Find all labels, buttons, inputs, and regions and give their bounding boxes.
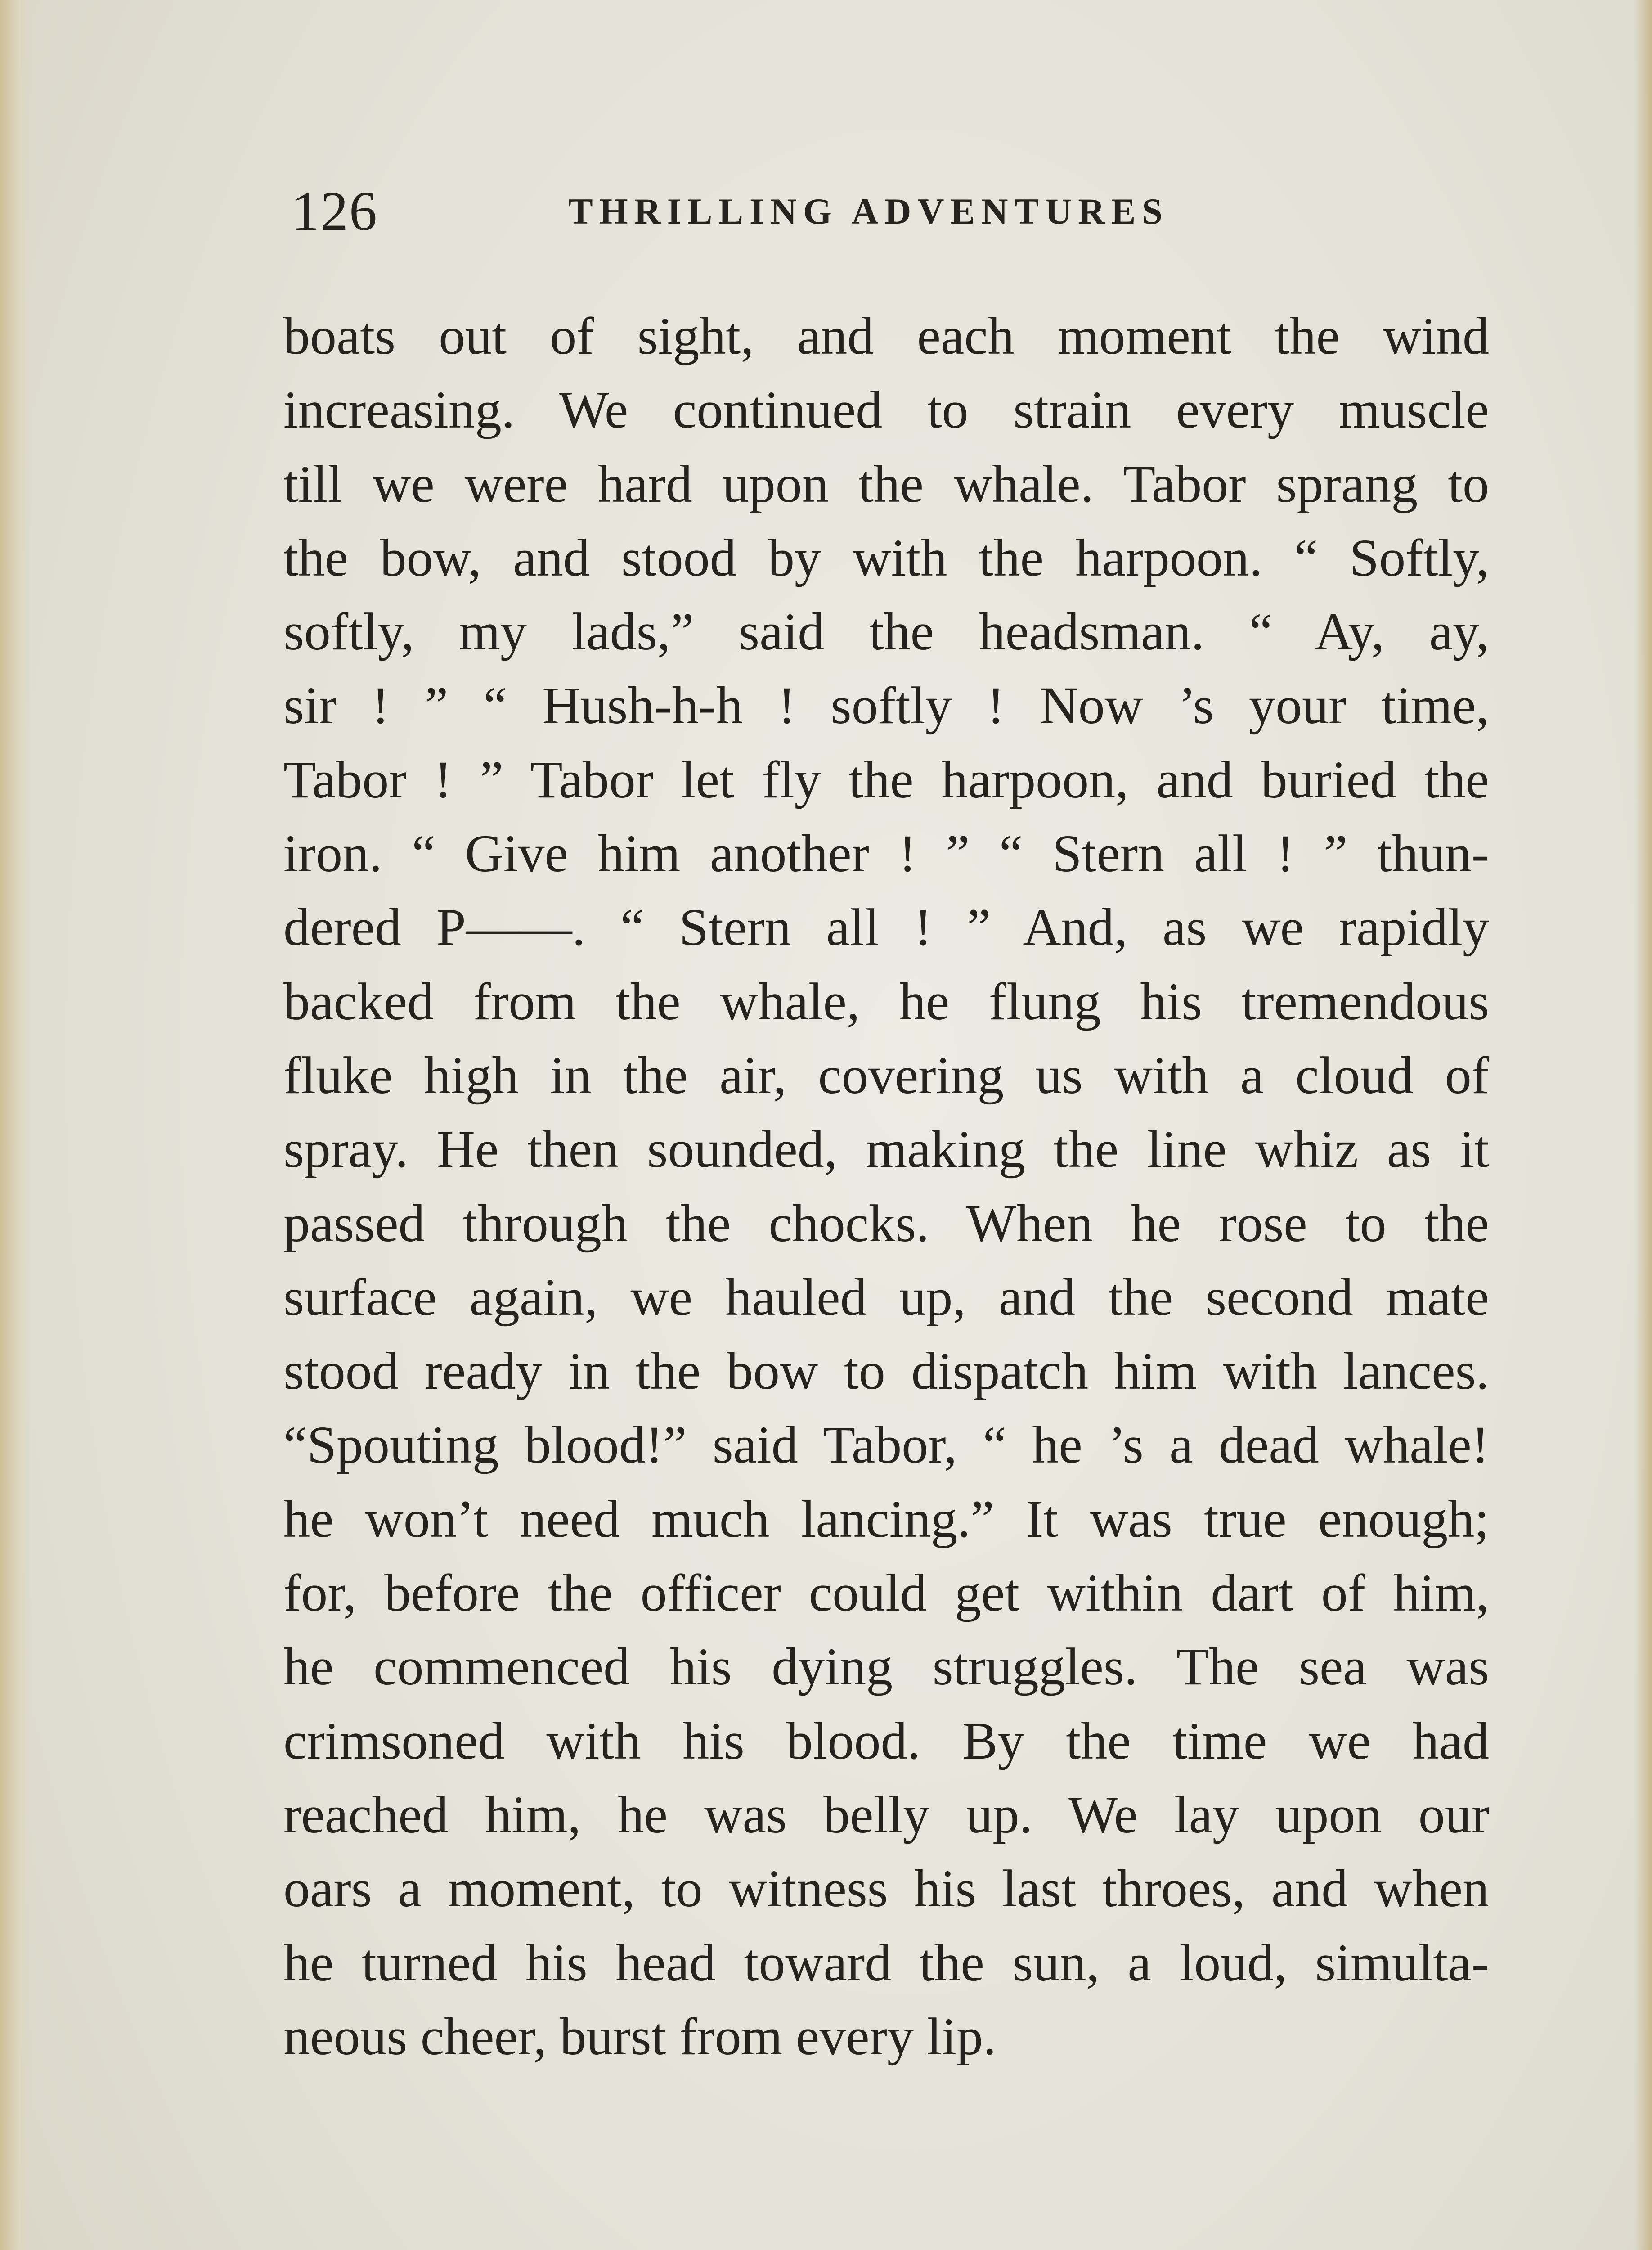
text-line: the bow, and stood by with the harpoon. “ Softly, xyxy=(283,528,1489,587)
text-line: neous cheer, burst from every lip. xyxy=(283,2007,997,2066)
text-line: Tabor ! ” Tabor let fly the harpoon, and buried the xyxy=(283,750,1489,809)
text-line: passed through the chocks. When he rose to the xyxy=(283,1193,1489,1253)
running-head xyxy=(292,180,1497,243)
text-line: backed from the whale, he flung his tremendous xyxy=(283,972,1489,1031)
book-title: THRILLING ADVENTURES xyxy=(568,191,1169,232)
page-left-edge xyxy=(0,0,31,2250)
text-line: iron. “ Give him another ! ” “ Stern all ! ” thun- xyxy=(283,824,1489,883)
text-line: he turned his head toward the sun, a loud, simulta- xyxy=(283,1933,1489,1992)
text-line: boats out of sight, and each moment the wind xyxy=(283,306,1489,365)
text-line: oars a moment, to witness his last throes, and when xyxy=(283,1859,1489,1918)
text-line: “Spouting blood!” said Tabor, “ he ’s a dead whale! xyxy=(283,1415,1489,1475)
text-line: spray. He then sounded, making the line whiz as it xyxy=(283,1120,1489,1179)
text-line: he commenced his dying struggles. The sea was xyxy=(283,1637,1489,1696)
text-line: reached him, he was belly up. We lay upon our xyxy=(283,1785,1489,1844)
page-number: 126 xyxy=(292,180,378,242)
text-line: surface again, we hauled up, and the second mate xyxy=(283,1267,1489,1327)
text-line: till we were hard upon the whale. Tabor sprang to xyxy=(283,454,1489,513)
text-line: crimsoned with his blood. By the time we had xyxy=(283,1711,1489,1770)
page-right-edge xyxy=(1634,0,1652,2250)
text-line: softly, my lads,” said the headsman. “ Ay, ay, xyxy=(283,602,1489,662)
text-line: increasing. We continued to strain every muscle xyxy=(283,380,1489,440)
body-text xyxy=(283,299,1489,2074)
text-line: stood ready in the bow to dispatch him with lances. xyxy=(283,1341,1489,1401)
text-line: for, before the officer could get within dart of him, xyxy=(283,1563,1489,1623)
text-line: he won’t need much lancing.” It was true enough; xyxy=(283,1489,1489,1548)
text-line: sir ! ” “ Hush-h-h ! softly ! Now ’s your time, xyxy=(283,676,1489,735)
text-line: fluke high in the air, covering us with a cloud of xyxy=(283,1045,1489,1105)
text-line: dered P——. “ Stern all ! ” And, as we rapidly xyxy=(283,898,1489,957)
